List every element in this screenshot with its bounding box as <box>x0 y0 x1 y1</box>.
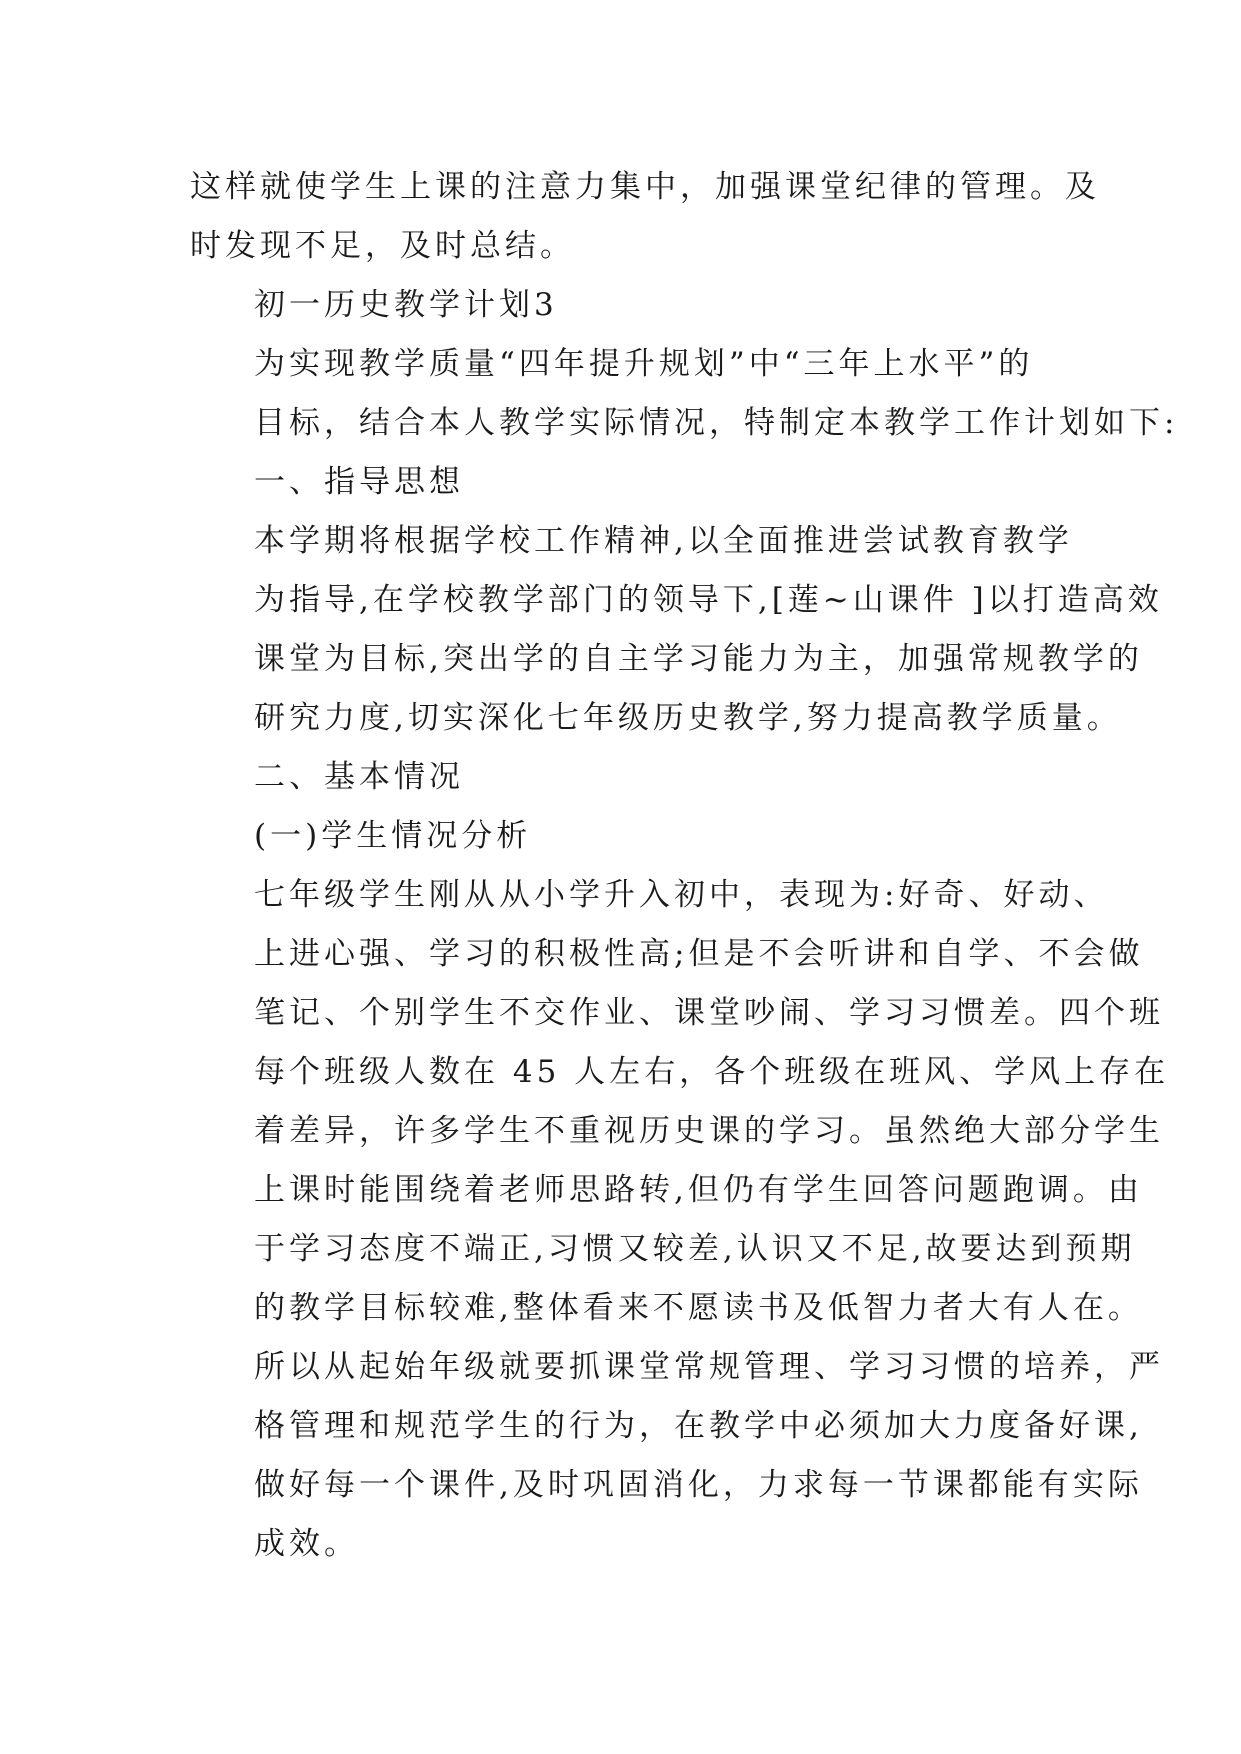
text-line: 为实现教学质量“四年提升规划”中“三年上水平”的 <box>254 346 1034 382</box>
text-line: 的教学目标较难,整体看来不愿读书及低智力者大有人在。 <box>254 1290 1143 1326</box>
document-body <box>190 158 1179 1574</box>
text-line: 一、指导思想 <box>254 464 464 500</box>
text-line: 每个班级人数在 45 人左右，各个班级在班风、学风上存在 <box>254 1054 1170 1090</box>
text-line: 格管理和规范学生的行为，在教学中必须加大力度备好课, <box>254 1408 1143 1444</box>
text-line: 所以从起始年级就要抓课堂常规管理、学习习惯的培养，严 <box>254 1349 1164 1385</box>
text-line: 笔记、个别学生不交作业、课堂吵闹、学习习惯差。四个班 <box>254 995 1164 1031</box>
text-line: 本学期将根据学校工作精神,以全面推进尝试教育教学 <box>254 523 1073 559</box>
text-line: 上课时能围绕着老师思路转,但仍有学生回答问题跑调。由 <box>254 1172 1143 1208</box>
paragraph <box>190 453 1070 512</box>
text-line: 时发现不足，及时总结。 <box>190 228 575 264</box>
paragraph <box>190 335 1179 453</box>
text-line: 于学习态度不端正,习惯又较差,认识又不足,故要达到预期 <box>254 1231 1136 1267</box>
text-line: 为指导,在学校教学部门的领导下,[莲~山课件 ]以打造高效 <box>254 582 1163 618</box>
text-line: 着差异，许多学生不重视历史课的学习。虽然绝大部分学生 <box>254 1113 1164 1149</box>
paragraph <box>190 748 1070 807</box>
text-line: 初一历史教学计划3 <box>254 287 558 323</box>
paragraph <box>190 807 1070 866</box>
paragraph <box>190 512 1163 748</box>
text-line: 目标，结合本人教学实际情况，特制定本教学工作计划如下: <box>254 405 1179 441</box>
text-line: 上进心强、学习的积极性高;但是不会听讲和自学、不会做 <box>254 936 1144 972</box>
paragraph <box>190 158 1100 276</box>
text-line: 这样就使学生上课的注意力集中，加强课堂纪律的管理。及 <box>190 169 1100 205</box>
text-line: 成效。 <box>254 1526 359 1562</box>
text-line: (一)学生情况分析 <box>254 818 532 854</box>
text-line: 做好每一个课件,及时巩固消化，力求每一节课都能有实际 <box>254 1467 1143 1503</box>
text-line: 七年级学生刚从从小学升入初中，表现为:好奇、好动、 <box>254 877 1109 913</box>
paragraph <box>190 276 1070 335</box>
paragraph <box>190 866 1170 1574</box>
text-line: 研究力度,切实深化七年级历史教学,努力提高教学质量。 <box>254 700 1122 736</box>
text-line: 课堂为目标,突出学的自主学习能力为主，加强常规教学的 <box>254 641 1143 677</box>
text-line: 二、基本情况 <box>254 759 464 795</box>
